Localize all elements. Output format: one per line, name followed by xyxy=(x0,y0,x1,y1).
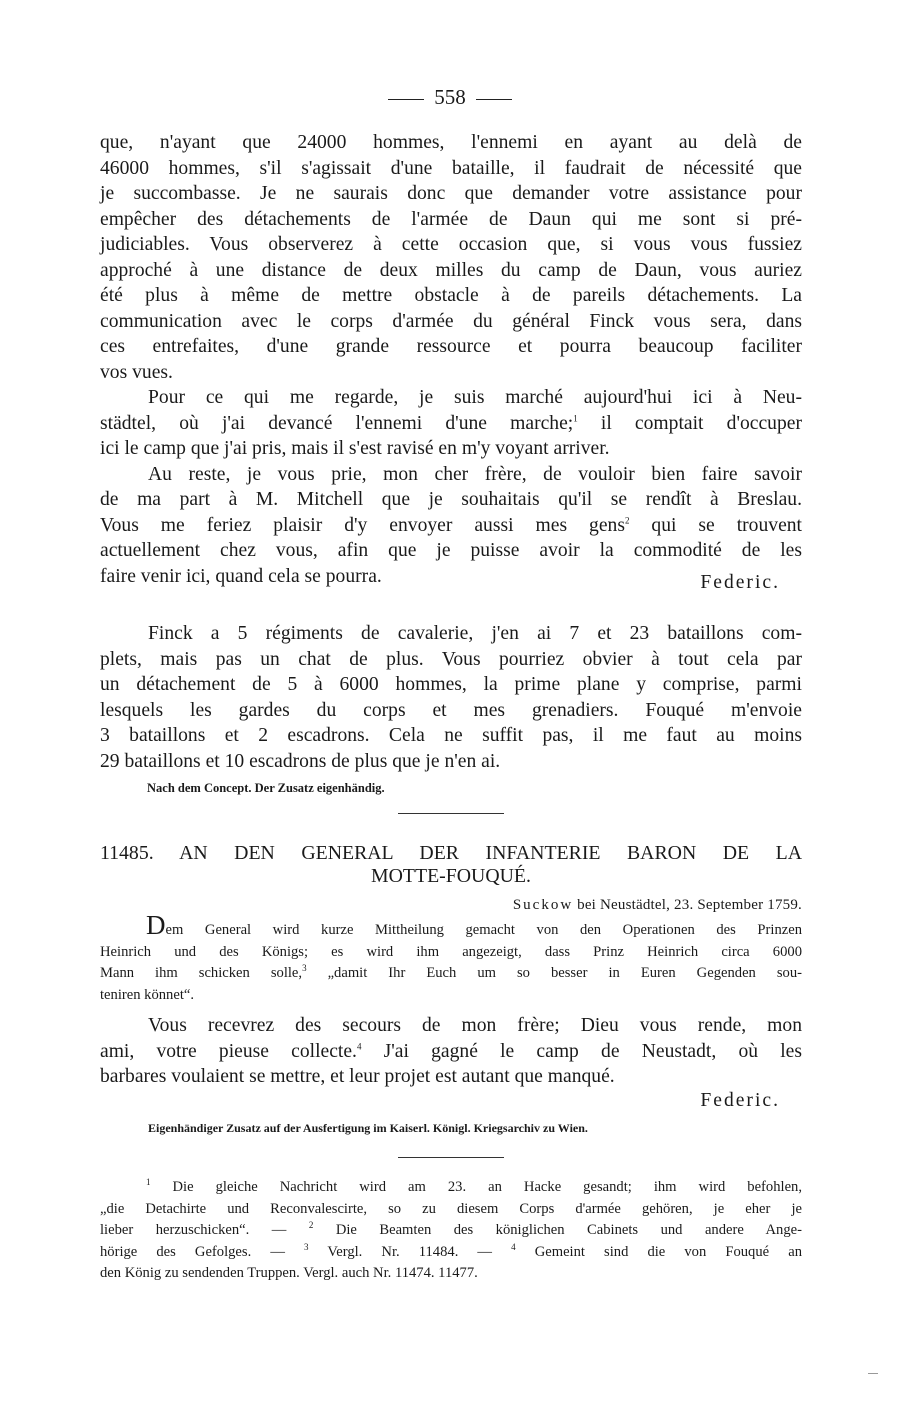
footnotes xyxy=(100,1177,802,1285)
text-line: Vous me feriez plaisir d'y envoyer aussi mes gens$^2$ qui se trouvent xyxy=(100,514,803,536)
text-line: actuellement chez vous, afin que je puisse avoir la commodité de les xyxy=(100,540,802,561)
source-note: Eigenhändiger Zusatz auf der Ausfertigung im Kaiserl. Königl. Kriegsarchiv zu Wien. xyxy=(148,1121,588,1135)
text-line: lesquels les gardes du corps et mes grenadiers. Fouqué m'envoie xyxy=(100,699,802,721)
text-line: Au reste, je vous prie, mon cher frère, de vouloir bien faire savoir xyxy=(148,463,802,485)
text-line: empêcher des détachements de l'armée de Daun qui me sont si pré- xyxy=(100,208,802,230)
postscript xyxy=(100,621,802,774)
footnote-line: $^1$ Die gleiche Nachricht wird am 23. an Hacke gesandt; ihm wird befohlen, xyxy=(146,1177,802,1195)
footnote-line: hörige des Gefolges. — $^3$ Vergl. Nr. 11484. — $^4$ Gemeint sind die von Fouqué an xyxy=(100,1241,802,1260)
footnote-line: „die Detachirte und Reconvalescirte, so zu diesem Corps d'armée gehören, je eher je xyxy=(100,1200,802,1217)
text-line: de ma part à M. Mitchell que je souhaitais qu'il se rendît à Breslau. xyxy=(100,489,802,510)
text-line: barbares voulaient se mettre, et leur projet est autant que manqué. xyxy=(100,1066,615,1087)
text-line: 29 bataillons et 10 escadrons de plus que je n'en ai. xyxy=(100,750,501,772)
text-line: un détachement de 5 à 6000 hommes, la prime plane y comprise, parmi xyxy=(100,674,802,695)
text-line: été plus à même de mettre obstacle à de pareils détachements. La xyxy=(100,285,802,306)
footnote-ref: 4 xyxy=(356,1040,362,1051)
letter-number: 11485. xyxy=(100,842,154,864)
drop-cap: D xyxy=(146,910,166,940)
signature: Federic. xyxy=(700,571,780,593)
footnote-line: lieber herzuschicken“. — $^2$ Die Beamten des königlichen Cabinets und andere Ange- xyxy=(100,1220,802,1238)
corner-mark xyxy=(868,1373,878,1374)
page-number: 558 xyxy=(0,85,900,110)
letter-heading xyxy=(100,842,802,888)
footnote-ref: 2 xyxy=(624,514,630,525)
dash-left xyxy=(388,99,424,100)
signature: Federic. xyxy=(700,1089,780,1111)
dash-right xyxy=(476,99,512,100)
letter-summary xyxy=(100,910,802,1006)
section-divider xyxy=(398,813,504,814)
footnote-line: den König zu sendenden Truppen. Vergl. auch Nr. 11474. 11477. xyxy=(100,1265,478,1281)
text-line: faire venir ici, quand cela se pourra. Federic. xyxy=(100,564,802,590)
text-line: teniren könnet“. xyxy=(100,986,195,1003)
text-line: approché à une distance de deux milles du camp de Daun, vous auriez xyxy=(100,259,802,281)
text-line: que, n'ayant que 24000 hommes, l'ennemi en ayant au delà de xyxy=(100,132,802,153)
text-line: je succombasse. Je ne saurais donc que demander votre assistance pour xyxy=(100,183,802,204)
heading-line: AN DEN GENERAL DER INFANTERIE BARON DE LA xyxy=(179,842,802,864)
text-line: Dem General wird kurze Mittheilung gemacht von den Operationen des Prinzen xyxy=(146,910,802,940)
footnote-divider xyxy=(398,1157,504,1158)
text-line: 46000 hommes, s'il s'agissait d'une bataille, il faudrait de nécessité que xyxy=(100,157,802,179)
dateline: Suckow bei Neustädtel, 23. September 1759. xyxy=(512,897,802,913)
letter-continuation xyxy=(100,130,803,593)
text-line: 3 bataillons et 2 escadrons. Cela ne suffit pas, il me faut au moins xyxy=(100,725,802,746)
footnote-ref: 1 xyxy=(573,412,578,423)
text-line: plets, mais pas un chat de plus. Vous pourriez obvier à tout cela par xyxy=(100,648,802,670)
text-line: judiciables. Vous observerez à cette occasion que, si vous vous fussiez xyxy=(100,234,802,255)
text-line: Mann ihm schicken solle,$^3$ „damit Ihr Euch um so besser in Euren Gegenden sou- xyxy=(100,963,802,981)
text-line: Pour ce qui me regarde, je suis marché aujourd'hui ici à Neu- xyxy=(148,387,802,408)
text-line: ami, votre pieuse collecte.$^4$ J'ai gagné le camp de Neustadt, où les xyxy=(100,1040,802,1062)
footnote-ref: 3 xyxy=(302,963,307,974)
text-line: communication avec le corps d'armée du général Finck vous sera, dans xyxy=(100,310,802,332)
letter-text xyxy=(100,1013,802,1112)
text-line: vos vues. xyxy=(100,361,173,383)
heading-line: MOTTE-FOUQUÉ. xyxy=(371,865,531,887)
text-line: ces entrefaites, d'une grande ressource et pourra beaucoup faciliter xyxy=(100,336,802,357)
text-line: Finck a 5 régiments de cavalerie, j'en ai 7 et 23 bataillons com- xyxy=(148,623,802,644)
text-line: ici le camp que j'ai pris, mais il s'est ravisé en m'y voyant arriver. xyxy=(100,438,610,459)
text-line: städtel, où j'ai devancé l'ennemi d'une marche;$^1$ il comptait d'occuper xyxy=(100,412,802,434)
text-line: Heinrich und des Königs; es wird ihm angezeigt, dass Prinz Heinrich circa 6000 xyxy=(100,943,802,960)
source-note: Nach dem Concept. Der Zusatz eigenhändig. xyxy=(147,781,385,795)
text-line: Vous recevrez des secours de mon frère; Dieu vous rende, mon xyxy=(148,1015,802,1036)
